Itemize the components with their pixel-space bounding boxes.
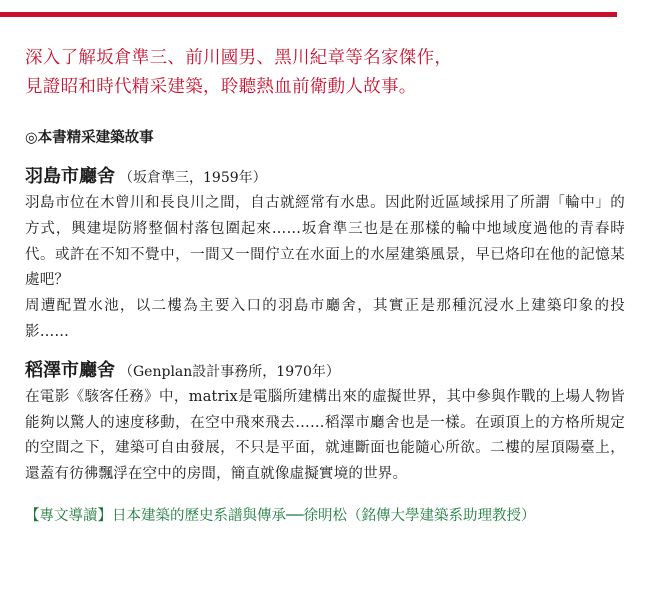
section-heading: ◎本書精采建築故事 [25, 130, 154, 146]
story-title: 羽島市廳舍 [25, 166, 115, 187]
story-paragraph: 在電影《駭客任務》中，matrix是電腦所建構出來的虛擬世界，其中參與作戰的上場人物皆能夠以驚人的速度移動，在空中飛來飛去……稻澤市廳舍也是一樣。在頭頂上的方格所規定的空間之下，建築可自由發展，不只是平面，就連斷面也能隨心所欲。二樓的屋頂陽臺上，還蓋有彷彿飄浮在空中的房間，簡直就像虛擬實境的世界。 [25, 388, 625, 483]
story-hashima-city-hall [25, 164, 625, 346]
story-paragraph: 周遭配置水池，以二樓為主要入口的羽島市廳舍，其實正是那種沉浸水上建築印象的投影…… [25, 298, 625, 340]
book-description [25, 44, 625, 527]
story-meta: （Genplan設計事務所，1970年） [119, 363, 340, 380]
intro-line-1: 深入了解坂倉準三、前川國男、黑川紀章等名家傑作， [25, 48, 453, 68]
story-title-line [25, 358, 625, 385]
intro-text [25, 44, 625, 102]
feature-essay-note: 【專文導讀】日本建築的歷史系譜與傳承──徐明松（銘傳大學建築系助理教授） [25, 507, 536, 524]
intro-line-2: 見證昭和時代精采建築，聆聽熱血前衛動人故事。 [25, 77, 417, 97]
story-title-line [25, 164, 625, 191]
story-meta: （坂倉準三，1959年） [119, 170, 267, 186]
story-paragraph: 羽島市位在木曾川和長良川之間，自古就經常有水患。因此附近區域採用了所謂「輪中」的方式，興建堤防將整個村落包圍起來……坂倉準三也是在那樣的輪中地域度過他的青春時代。或許在不知不覺中，一間又一間佇立在水面上的水屋建築風景，早已烙印在他的記憶某處吧？ [25, 195, 625, 289]
story-inazawa-city-hall [25, 358, 625, 488]
story-title: 稻澤市廳舍 [25, 359, 115, 381]
top-divider-bar [0, 12, 617, 17]
